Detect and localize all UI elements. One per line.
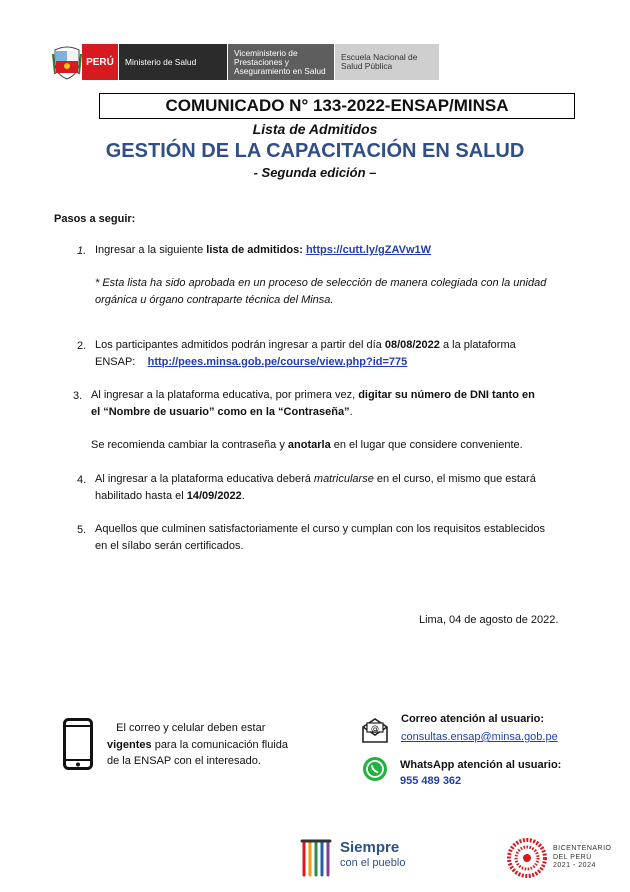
svg-text:@: @ xyxy=(371,724,379,733)
step-1-note: * Esta lista ha sido aprobada en un proceso de selección de manera colegiada con la unidad orgánica u órgano contraparte técnica del Minsa. xyxy=(95,277,547,306)
communique-title: COMUNICADO N° 133-2022-ENSAP/MINSA xyxy=(99,93,575,119)
step-2-platform: ENSAP: xyxy=(95,355,136,368)
step-2-date: 08/08/2022 xyxy=(384,339,440,351)
step-1-number: 1. xyxy=(77,245,87,257)
bicentenario-logo xyxy=(507,838,612,878)
del-peru-word: DEL PERÚ xyxy=(553,853,592,861)
bicentenario-years: 2021 - 2024 xyxy=(553,862,596,870)
platform-link[interactable]: http://pees.minsa.gob.pe/course/view.php?id=775 xyxy=(147,355,408,368)
step-3-bold-a: digitar su número de DNI tanto en xyxy=(358,389,535,401)
step-4-lead: Al ingresar a la plataforma educativa deberá xyxy=(95,473,314,485)
step-3-rec-tail: en el lugar que considere conveniente. xyxy=(330,439,523,451)
support-email-link[interactable]: consultas.ensap@minsa.gob.pe xyxy=(401,731,558,743)
email-icon xyxy=(361,716,389,749)
school-label: Escuela Nacional de Salud Pública xyxy=(334,44,439,80)
step-2-tail: a la plataforma xyxy=(439,339,516,351)
step-3-text xyxy=(91,387,581,420)
admitted-list-link[interactable]: https://cutt.ly/gZAVw1W xyxy=(305,244,432,256)
peru-badge: PERÚ xyxy=(82,44,118,80)
siempre-con-el-pueblo-logo xyxy=(300,838,405,878)
course-title: GESTIÓN DE LA CAPACITACIÓN EN SALUD xyxy=(105,140,525,162)
whatsapp-icon xyxy=(363,757,387,781)
email-heading: Correo atención al usuario: xyxy=(401,713,545,725)
edition-label: - Segunda edición – xyxy=(253,165,377,180)
step-2-text xyxy=(95,337,575,370)
step-5-number: 5. xyxy=(77,524,87,536)
step-2-number: 2. xyxy=(77,340,87,352)
step-4-until: habilitado hasta el xyxy=(95,489,187,502)
place-date: Lima, 04 de agosto de 2022. xyxy=(419,614,559,626)
note-line-b: para la comunicación fluida xyxy=(151,738,288,751)
step-1-bold: lista de admitidos: xyxy=(206,244,303,256)
step-3-bold-b: el “Nombre de usuario” como en la “Contraseña” xyxy=(91,405,350,418)
steps-heading: Pasos a seguir: xyxy=(54,213,136,225)
con-el-pueblo-word: con el pueblo xyxy=(340,857,406,869)
whatsapp-heading: WhatsApp atención al usuario: xyxy=(400,759,562,771)
step-4-tail: . xyxy=(241,489,245,502)
step-4-text xyxy=(95,471,575,504)
vice-ministry-label: Viceministerio de Prestaciones y Aseguramiento en Salud xyxy=(227,44,334,80)
peru-coat-of-arms-icon xyxy=(52,44,82,80)
step-3-number: 3. xyxy=(73,390,83,402)
step-3-tail: . xyxy=(349,405,353,418)
step-3-lead: Al ingresar a la plataforma educativa, por primera vez, xyxy=(91,389,359,401)
step-5-text xyxy=(95,521,585,554)
note-line-c: de la ENSAP con el interesado. xyxy=(107,755,261,767)
step-5-line-2: en el sílabo serán certificados. xyxy=(95,539,244,552)
step-4-mid: en el curso, el mismo que estará xyxy=(373,473,536,485)
note-bold: vigentes xyxy=(107,738,152,751)
ministry-label: Ministerio de Salud xyxy=(118,44,227,80)
step-1-lead: Ingresar a la siguiente xyxy=(95,244,207,256)
step-4-italic: matricularse xyxy=(313,473,374,485)
list-subtitle: Lista de Admitidos xyxy=(252,121,378,137)
step-3-rec-lead: Se recomienda cambiar la contraseña y xyxy=(91,439,288,451)
institution-header xyxy=(52,44,439,80)
bicentenario-rosette-icon xyxy=(507,838,547,878)
step-3-recommendation xyxy=(91,437,581,454)
cellphone-icon xyxy=(63,718,93,775)
note-line-a: El correo y celular deben estar xyxy=(116,722,266,734)
siempre-word: Siempre xyxy=(340,839,400,856)
step-3-rec-bold: anotarla xyxy=(287,439,331,451)
step-4-number: 4. xyxy=(77,474,87,486)
pueblo-figures-icon xyxy=(300,838,336,878)
step-4-date: 14/09/2022 xyxy=(186,489,242,502)
step-2-lead: Los participantes admitidos podrán ingresar a partir del día xyxy=(95,339,385,351)
step-5-line-1: Aquellos que culminen satisfactoriamente el curso y cumplan con los requisitos establecidos xyxy=(95,523,546,535)
whatsapp-number[interactable]: 955 489 362 xyxy=(400,775,462,787)
contact-validity-note xyxy=(107,720,309,770)
bicentenario-word: BICENTENARIO xyxy=(553,845,612,853)
step-1-text xyxy=(95,242,431,259)
